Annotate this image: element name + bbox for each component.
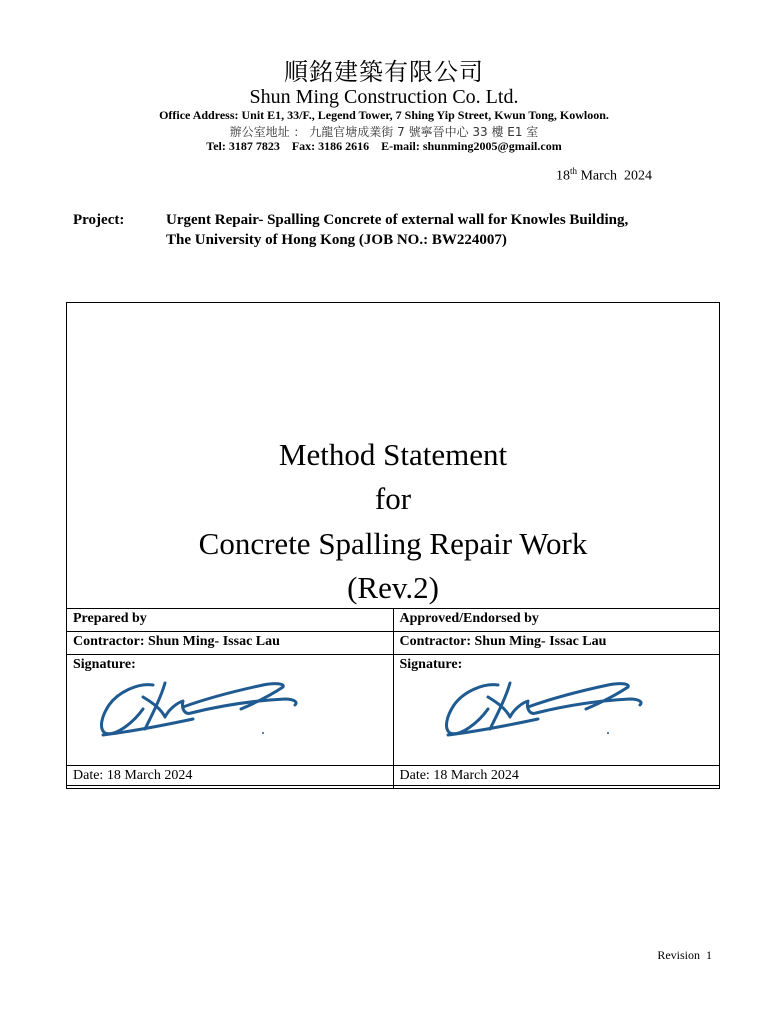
contact-line: Tel: 3187 7823 Fax: 3186 2616 E-mail: shunming2005@gmail.com — [206, 139, 562, 153]
approved-by-heading: Approved/Endorsed by — [393, 609, 720, 632]
approved-by-signature-cell — [393, 655, 720, 766]
approved-by-signature-label: Signature: — [399, 657, 463, 672]
document-date — [556, 166, 652, 185]
document-title-line-1: Method Statement — [278, 437, 508, 472]
document-title-line-4: (Rev.2) — [347, 570, 439, 605]
company-name-chinese: 順銘建築有限公司 — [284, 58, 484, 86]
signature-image — [440, 673, 650, 739]
project-title-line-2: The University of Hong Kong (JOB NO.: BW224007) — [166, 232, 507, 248]
document-title-line-3: Concrete Spalling Repair Work — [198, 526, 588, 561]
approved-by-date: Date: 18 March 2024 — [393, 766, 720, 789]
company-name-english: Shun Ming Construction Co. Ltd. — [249, 86, 519, 108]
signature-image — [95, 673, 305, 739]
prepared-by-signature-label: Signature: — [73, 657, 136, 672]
project-label: Project: — [73, 212, 125, 228]
project-title-line-1: Urgent Repair- Spalling Concrete of external wall for Knowles Building, — [166, 212, 629, 228]
approved-by-contractor: Contractor: Shun Ming- Issac Lau — [393, 632, 720, 655]
date-suffix: th — [569, 166, 577, 176]
document-title-line-2: for — [374, 481, 412, 516]
prepared-by-contractor: Contractor: Shun Ming- Issac Lau — [67, 632, 394, 655]
prepared-by-signature-cell — [67, 655, 394, 766]
office-address: Office Address: Unit E1, 33/F., Legend Tower, 7 Shing Yip Street, Kwun Tong, Kowloon. — [159, 108, 609, 122]
date-rest: March 2024 — [576, 168, 652, 184]
signature-table — [66, 608, 720, 789]
date-day: 18 — [555, 168, 570, 184]
office-address-chinese: 辦公室地址 ： 九龍官塘成業街 7 號寧晉中心 33 樓 E1 室 — [229, 125, 539, 139]
prepared-by-heading: Prepared by — [67, 609, 394, 632]
revision-label: Revision 1 — [657, 948, 712, 962]
prepared-by-date: Date: 18 March 2024 — [67, 766, 394, 789]
